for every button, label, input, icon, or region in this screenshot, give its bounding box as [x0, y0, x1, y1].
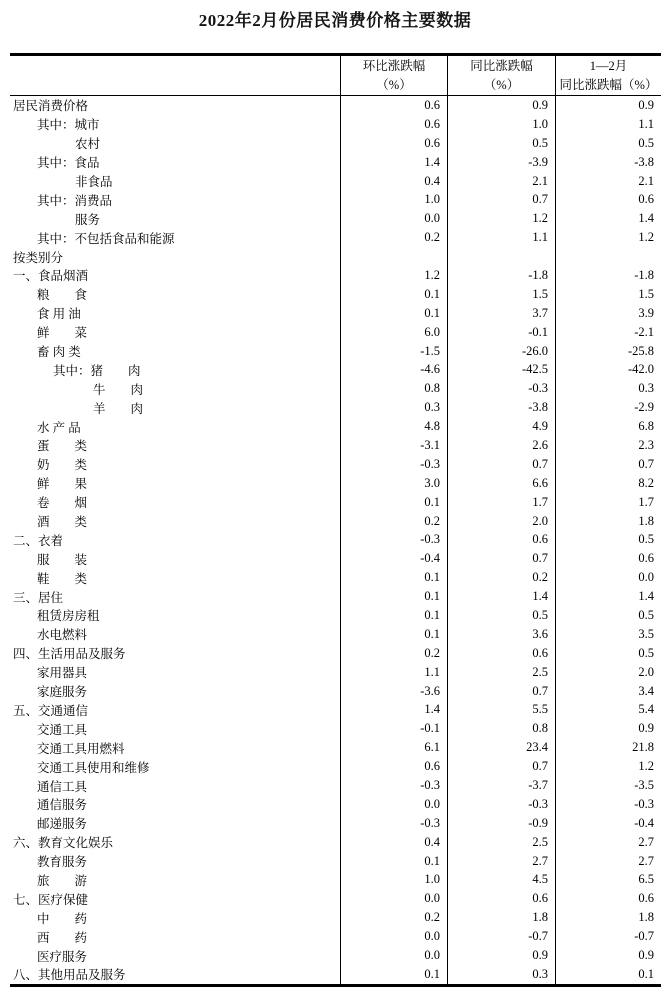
table-row [10, 776, 661, 795]
header-ytd-line2: 同比涨跌幅（%） [559, 77, 658, 92]
row-value: -3.1 [340, 436, 447, 455]
table-row [10, 342, 661, 361]
row-value: 0.5 [447, 606, 555, 625]
row-value: 0.5 [555, 530, 661, 549]
row-value: -3.7 [447, 776, 555, 795]
row-value: 0.7 [447, 682, 555, 701]
row-label: 奶 类 [37, 458, 88, 473]
row-label: 其中：消费品 [37, 193, 113, 208]
table-row [10, 285, 661, 304]
row-value: -3.9 [447, 153, 555, 172]
row-value: 1.7 [447, 493, 555, 512]
header-mom-line2: （%） [376, 77, 412, 92]
row-label: 西 药 [37, 930, 88, 945]
row-value: 3.5 [555, 625, 661, 644]
row-value: 3.9 [555, 304, 661, 323]
row-label: 邮递服务 [37, 817, 88, 832]
table-row [10, 115, 661, 134]
row-value: 0.9 [447, 96, 555, 115]
row-value: -0.9 [447, 814, 555, 833]
row-label: 鞋 类 [37, 571, 88, 586]
row-value: 6.1 [340, 738, 447, 757]
row-value: 4.9 [447, 417, 555, 436]
row-value: 6.6 [447, 474, 555, 493]
row-value: -0.3 [555, 795, 661, 814]
row-value: -1.5 [340, 342, 447, 361]
row-value: -42.0 [555, 360, 661, 379]
row-value: -0.3 [340, 530, 447, 549]
row-value: 2.0 [447, 512, 555, 531]
row-value: -3.5 [555, 776, 661, 795]
row-value: 0.2 [340, 908, 447, 927]
row-value [340, 247, 447, 266]
table-row [10, 304, 661, 323]
row-label: 酒 类 [37, 515, 88, 530]
row-value: 1.2 [340, 266, 447, 285]
header-mom-line1: 环比涨跌幅 [362, 58, 426, 73]
row-value: 1.0 [340, 871, 447, 890]
row-value: 0.0 [340, 927, 447, 946]
row-value: 6.8 [555, 417, 661, 436]
row-label: 六、教育文化娱乐 [13, 836, 114, 851]
row-label: 家庭服务 [37, 685, 88, 700]
row-label: 服务 [75, 212, 101, 227]
table-row [10, 323, 661, 342]
row-value: 0.0 [555, 568, 661, 587]
row-label: 三、居住 [13, 590, 64, 605]
row-value: -25.8 [555, 342, 661, 361]
header-ytd-cell [555, 56, 661, 95]
table-row [10, 209, 661, 228]
table-row [10, 738, 661, 757]
page-title: 2022年2月份居民消费价格主要数据 [198, 11, 472, 30]
row-value: 1.5 [447, 285, 555, 304]
table-row [10, 153, 661, 172]
row-value: 2.7 [555, 852, 661, 871]
table-row [10, 719, 661, 738]
header-yoy-line1: 同比涨跌幅 [470, 58, 533, 73]
table-body [10, 96, 661, 984]
table-row [10, 757, 661, 776]
row-label: 旅 游 [37, 873, 88, 888]
row-label: 七、医疗保健 [13, 892, 89, 907]
table-row [10, 663, 661, 682]
row-value: -0.1 [340, 719, 447, 738]
row-label: 按类别分 [13, 250, 64, 265]
table-row [10, 530, 661, 549]
row-value: 0.6 [447, 530, 555, 549]
header-mom-cell [340, 56, 447, 95]
row-label: 水 产 品 [37, 420, 81, 435]
row-value: -1.8 [447, 266, 555, 285]
row-value: 1.1 [447, 228, 555, 247]
row-value: 0.8 [340, 379, 447, 398]
row-label: 通信工具 [37, 779, 88, 794]
row-value: 0.5 [555, 134, 661, 153]
header-yoy-cell [447, 56, 555, 95]
row-value: 0.9 [555, 96, 661, 115]
row-value: 0.0 [340, 889, 447, 908]
row-value: 2.6 [447, 436, 555, 455]
table-row [10, 172, 661, 191]
table-row [10, 701, 661, 720]
row-value: 0.1 [340, 587, 447, 606]
row-value: -1.8 [555, 266, 661, 285]
row-value: 1.4 [340, 701, 447, 720]
row-value: 0.0 [340, 946, 447, 965]
row-value: 0.0 [340, 209, 447, 228]
table-row [10, 795, 661, 814]
row-value: 0.5 [555, 606, 661, 625]
row-value: 0.6 [340, 115, 447, 134]
row-value: 5.5 [447, 701, 555, 720]
row-value: 0.7 [447, 549, 555, 568]
table-row [10, 96, 661, 115]
header-ytd-line1: 1—2月 [589, 58, 628, 73]
row-label: 中 药 [37, 911, 88, 926]
row-value: 0.6 [555, 190, 661, 209]
table-row [10, 360, 661, 379]
table-row [10, 833, 661, 852]
row-value: 1.2 [555, 757, 661, 776]
row-value: 0.4 [340, 172, 447, 191]
row-label: 二、衣着 [13, 533, 64, 548]
row-label: 其中：不包括食品和能源 [37, 231, 175, 246]
row-value: 4.5 [447, 871, 555, 890]
row-value: 0.2 [447, 568, 555, 587]
row-value: 3.0 [340, 474, 447, 493]
table-row [10, 493, 661, 512]
row-value: 1.4 [555, 209, 661, 228]
row-label: 八、其他用品及服务 [13, 968, 126, 983]
table-row [10, 965, 661, 984]
row-value: 0.7 [555, 455, 661, 474]
row-value: 0.6 [340, 134, 447, 153]
table-row [10, 436, 661, 455]
row-value: 0.6 [340, 96, 447, 115]
row-value: 2.5 [447, 833, 555, 852]
row-label: 通信服务 [37, 798, 88, 813]
row-value: -0.3 [340, 814, 447, 833]
row-value: 0.6 [447, 644, 555, 663]
row-value: -2.9 [555, 398, 661, 417]
row-value: -3.8 [447, 398, 555, 417]
table-row [10, 568, 661, 587]
row-value: 23.4 [447, 738, 555, 757]
table-row [10, 512, 661, 531]
table-row [10, 228, 661, 247]
row-value: 0.5 [447, 134, 555, 153]
table-row [10, 474, 661, 493]
row-value: 2.7 [447, 852, 555, 871]
row-label: 交通工具用燃料 [37, 741, 125, 756]
row-value: 1.0 [447, 115, 555, 134]
table-row [10, 417, 661, 436]
row-value: 0.9 [447, 946, 555, 965]
row-label: 羊 肉 [93, 401, 144, 416]
header-label-cell [10, 56, 340, 95]
table-row [10, 606, 661, 625]
table-row [10, 398, 661, 417]
table-row [10, 946, 661, 965]
row-value: 1.8 [555, 908, 661, 927]
row-value: 0.1 [340, 493, 447, 512]
row-value: 0.7 [447, 190, 555, 209]
row-label: 畜 肉 类 [37, 345, 81, 360]
table-row [10, 871, 661, 890]
row-value: 21.8 [555, 738, 661, 757]
row-value: 2.5 [447, 663, 555, 682]
row-label: 居民消费价格 [13, 99, 89, 114]
row-value: 1.4 [340, 153, 447, 172]
row-value: 1.4 [555, 587, 661, 606]
row-value: 3.4 [555, 682, 661, 701]
row-label: 其中：食品 [37, 156, 100, 171]
row-value: 6.0 [340, 323, 447, 342]
row-value: 2.1 [447, 172, 555, 191]
row-value: -0.3 [340, 776, 447, 795]
row-value: 0.5 [555, 644, 661, 663]
row-label: 交通工具 [37, 722, 88, 737]
row-label: 五、交通通信 [13, 703, 89, 718]
header-yoy-line2: （%） [483, 77, 520, 92]
row-value: 4.8 [340, 417, 447, 436]
row-value: 1.8 [447, 908, 555, 927]
row-label: 服 装 [37, 552, 88, 567]
row-value: 0.3 [555, 379, 661, 398]
table-header-row [10, 56, 661, 96]
row-value: 0.4 [340, 833, 447, 852]
row-label: 租赁房房租 [37, 609, 100, 624]
row-value: 2.3 [555, 436, 661, 455]
row-label: 蛋 类 [37, 439, 88, 454]
row-label: 食 用 油 [37, 307, 81, 322]
table-row [10, 455, 661, 474]
row-value: 1.1 [555, 115, 661, 134]
table-row [10, 644, 661, 663]
row-value: -3.6 [340, 682, 447, 701]
row-value: -0.7 [555, 927, 661, 946]
row-value: -0.3 [447, 379, 555, 398]
row-value: -0.4 [340, 549, 447, 568]
row-value: 0.2 [340, 228, 447, 247]
table-row [10, 190, 661, 209]
row-value: -3.8 [555, 153, 661, 172]
row-value: -0.3 [447, 795, 555, 814]
table-row [10, 927, 661, 946]
row-value: 0.3 [340, 398, 447, 417]
table-row [10, 247, 661, 266]
row-label: 教育服务 [37, 855, 88, 870]
row-label: 粮 食 [37, 288, 88, 303]
row-value: 2.0 [555, 663, 661, 682]
row-value: 0.0 [340, 795, 447, 814]
row-value: 0.6 [340, 757, 447, 776]
row-value: 0.9 [555, 946, 661, 965]
row-value: 2.1 [555, 172, 661, 191]
table-row [10, 134, 661, 153]
row-value: 5.4 [555, 701, 661, 720]
row-value: 0.6 [555, 549, 661, 568]
cpi-table [10, 53, 661, 987]
row-label: 非食品 [75, 175, 113, 189]
row-value: 0.2 [340, 512, 447, 531]
row-label: 其中：猪 肉 [53, 363, 141, 378]
row-label: 交通工具使用和维修 [37, 760, 150, 775]
table-row [10, 625, 661, 644]
row-value: 1.2 [555, 228, 661, 247]
row-value: 0.1 [340, 568, 447, 587]
row-value: 1.7 [555, 493, 661, 512]
row-value: 0.1 [340, 965, 447, 984]
row-value: 0.1 [340, 606, 447, 625]
row-value: 1.4 [447, 587, 555, 606]
table-row [10, 814, 661, 833]
row-label: 一、食品烟酒 [13, 269, 89, 284]
row-value: 0.6 [555, 889, 661, 908]
row-value: 1.1 [340, 663, 447, 682]
row-label: 鲜 果 [37, 477, 88, 492]
row-label: 四、生活用品及服务 [13, 647, 126, 662]
row-value [447, 247, 555, 266]
row-value: 0.7 [447, 455, 555, 474]
row-value: 1.0 [340, 190, 447, 209]
row-value: 1.2 [447, 209, 555, 228]
row-label: 牛 肉 [93, 382, 144, 397]
row-value: 1.8 [555, 512, 661, 531]
row-value: -2.1 [555, 323, 661, 342]
row-value: -0.4 [555, 814, 661, 833]
row-value: -0.1 [447, 323, 555, 342]
table-row [10, 852, 661, 871]
row-value: 0.1 [340, 285, 447, 304]
row-value: 0.1 [555, 965, 661, 984]
row-value: 1.5 [555, 285, 661, 304]
row-label: 水电燃料 [37, 628, 88, 643]
row-value: 8.2 [555, 474, 661, 493]
table-row [10, 908, 661, 927]
row-label: 农村 [75, 137, 101, 152]
row-value: 3.6 [447, 625, 555, 644]
row-value: 0.1 [340, 852, 447, 871]
table-row [10, 266, 661, 285]
row-value: 0.7 [447, 757, 555, 776]
row-label: 其中：城市 [37, 118, 100, 133]
table-row [10, 379, 661, 398]
row-value: 6.5 [555, 871, 661, 890]
row-label: 鲜 菜 [37, 326, 88, 341]
table-row [10, 587, 661, 606]
table-row [10, 549, 661, 568]
row-value: -4.6 [340, 360, 447, 379]
row-value: 2.7 [555, 833, 661, 852]
row-value: 0.8 [447, 719, 555, 738]
row-value: -42.5 [447, 360, 555, 379]
table-row [10, 889, 661, 908]
row-value: 0.1 [340, 625, 447, 644]
table-row [10, 682, 661, 701]
row-value: 0.2 [340, 644, 447, 663]
row-value [555, 247, 661, 266]
row-label: 医疗服务 [37, 949, 88, 964]
row-label: 家用器具 [37, 666, 88, 681]
row-value: 0.9 [555, 719, 661, 738]
row-value: -0.7 [447, 927, 555, 946]
row-value: -0.3 [340, 455, 447, 474]
row-value: 3.7 [447, 304, 555, 323]
row-label: 卷 烟 [37, 496, 88, 511]
row-value: -26.0 [447, 342, 555, 361]
row-value: 0.1 [340, 304, 447, 323]
row-value: 0.6 [447, 889, 555, 908]
row-value: 0.3 [447, 965, 555, 984]
